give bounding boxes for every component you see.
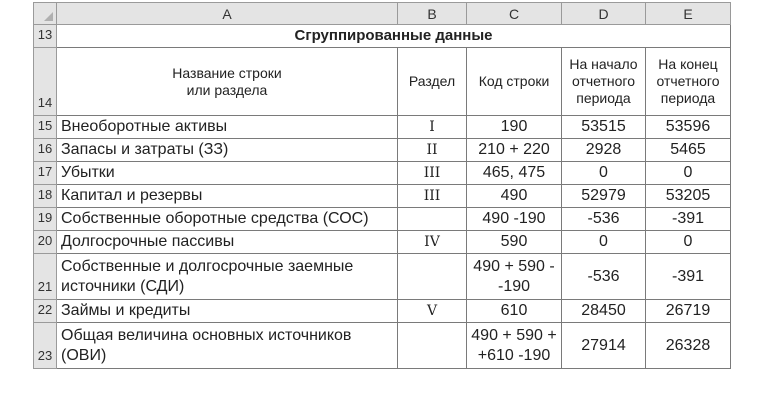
- table-row: [34, 162, 731, 185]
- table-header-row: [34, 48, 731, 116]
- table-row: [34, 323, 731, 369]
- name-cell[interactable]: Капитал и резервы: [57, 185, 398, 208]
- code-cell[interactable]: 490: [467, 185, 562, 208]
- column-header-row: [34, 3, 731, 25]
- row-header[interactable]: 22: [34, 300, 57, 323]
- table-row: [34, 25, 731, 48]
- code-cell[interactable]: 190: [467, 116, 562, 139]
- period-end-cell[interactable]: -391: [646, 254, 731, 300]
- row-header[interactable]: 18: [34, 185, 57, 208]
- period-start-line2: отчетного: [571, 73, 636, 89]
- table-row: [34, 116, 731, 139]
- column-header-b[interactable]: B: [398, 3, 467, 25]
- period-end-header-cell[interactable]: [646, 48, 731, 116]
- period-end-cell[interactable]: 5465: [646, 139, 731, 162]
- period-end-cell[interactable]: 26719: [646, 300, 731, 323]
- name-cell[interactable]: Внеоборотные активы: [57, 116, 398, 139]
- row-header[interactable]: 17: [34, 162, 57, 185]
- row-header[interactable]: 16: [34, 139, 57, 162]
- row-header[interactable]: 21: [34, 254, 57, 300]
- column-header-d[interactable]: D: [562, 3, 646, 25]
- code-cell-line1: 490 + 590 -: [473, 257, 555, 275]
- name-header-cell[interactable]: [57, 48, 398, 116]
- period-end-line2: отчетного: [656, 73, 720, 89]
- code-cell[interactable]: 210 + 220: [467, 139, 562, 162]
- name-header-line2: или раздела: [186, 81, 268, 98]
- name-cell-line2: (ОВИ): [61, 346, 107, 364]
- section-cell[interactable]: I: [398, 116, 467, 139]
- row-header[interactable]: 23: [34, 323, 57, 369]
- section-cell[interactable]: [398, 254, 467, 300]
- period-end-line1: На конец: [658, 56, 718, 72]
- column-header-c[interactable]: C: [467, 3, 562, 25]
- section-cell[interactable]: IV: [398, 231, 467, 254]
- name-header-line1: Название строки: [172, 64, 282, 81]
- column-header-a[interactable]: A: [57, 3, 398, 25]
- period-end-cell[interactable]: 53596: [646, 116, 731, 139]
- code-cell[interactable]: 590: [467, 231, 562, 254]
- row-header[interactable]: 19: [34, 208, 57, 231]
- code-header-cell[interactable]: Код строки: [467, 48, 562, 116]
- name-cell[interactable]: [57, 323, 398, 369]
- row-header[interactable]: 14: [34, 48, 57, 116]
- spreadsheet-grid: [33, 2, 731, 369]
- code-cell-line2: -190: [497, 277, 531, 295]
- period-start-header-cell[interactable]: [562, 48, 646, 116]
- table-row: [34, 208, 731, 231]
- section-cell[interactable]: III: [398, 185, 467, 208]
- section-cell[interactable]: II: [398, 139, 467, 162]
- period-start-cell[interactable]: 53515: [562, 116, 646, 139]
- period-start-cell[interactable]: 27914: [562, 323, 646, 369]
- period-start-cell[interactable]: 2928: [562, 139, 646, 162]
- period-start-cell[interactable]: 0: [562, 231, 646, 254]
- section-cell[interactable]: [398, 323, 467, 369]
- name-cell[interactable]: Убытки: [57, 162, 398, 185]
- period-start-line1: На начало: [569, 56, 638, 72]
- period-end-cell[interactable]: 26328: [646, 323, 731, 369]
- table-row: [34, 300, 731, 323]
- select-all-button[interactable]: [34, 3, 57, 25]
- code-cell[interactable]: 610: [467, 300, 562, 323]
- period-start-cell[interactable]: 0: [562, 162, 646, 185]
- select-all-triangle-icon: [44, 12, 53, 21]
- period-start-cell[interactable]: 28450: [562, 300, 646, 323]
- row-header[interactable]: 13: [34, 25, 57, 48]
- period-end-line3: периода: [660, 90, 716, 106]
- table-row: [34, 231, 731, 254]
- code-cell[interactable]: [467, 254, 562, 300]
- row-header[interactable]: 15: [34, 116, 57, 139]
- table-row: [34, 139, 731, 162]
- section-cell[interactable]: V: [398, 300, 467, 323]
- spreadsheet: [33, 2, 730, 382]
- code-cell-line2: +610 -190: [477, 346, 551, 364]
- period-start-cell[interactable]: -536: [562, 254, 646, 300]
- table-row: [34, 185, 731, 208]
- name-cell-line1: Общая величина основных источников: [61, 326, 352, 344]
- period-end-cell[interactable]: 0: [646, 162, 731, 185]
- name-cell[interactable]: Собственные оборотные средства (СОС): [57, 208, 398, 231]
- period-start-cell[interactable]: -536: [562, 208, 646, 231]
- section-cell[interactable]: [398, 208, 467, 231]
- code-cell-line1: 490 + 590 +: [471, 326, 557, 344]
- name-cell-line1: Собственные и долгосрочные заемные: [61, 257, 354, 275]
- name-cell[interactable]: [57, 254, 398, 300]
- period-end-cell[interactable]: 0: [646, 231, 731, 254]
- name-cell[interactable]: Запасы и затраты (ЗЗ): [57, 139, 398, 162]
- section-header-cell[interactable]: Раздел: [398, 48, 467, 116]
- code-cell[interactable]: 490 -190: [467, 208, 562, 231]
- row-header[interactable]: 20: [34, 231, 57, 254]
- column-header-e[interactable]: E: [646, 3, 731, 25]
- period-start-line3: периода: [576, 90, 631, 106]
- period-end-cell[interactable]: -391: [646, 208, 731, 231]
- period-start-cell[interactable]: 52979: [562, 185, 646, 208]
- code-cell[interactable]: 465, 475: [467, 162, 562, 185]
- name-cell[interactable]: Займы и кредиты: [57, 300, 398, 323]
- name-cell-line2: источники (СДИ): [61, 277, 185, 295]
- name-cell[interactable]: Долгосрочные пассивы: [57, 231, 398, 254]
- table-title[interactable]: Сгруппированные данные: [57, 25, 731, 48]
- code-cell[interactable]: [467, 323, 562, 369]
- section-cell[interactable]: III: [398, 162, 467, 185]
- period-end-cell[interactable]: 53205: [646, 185, 731, 208]
- table-row: [34, 254, 731, 300]
